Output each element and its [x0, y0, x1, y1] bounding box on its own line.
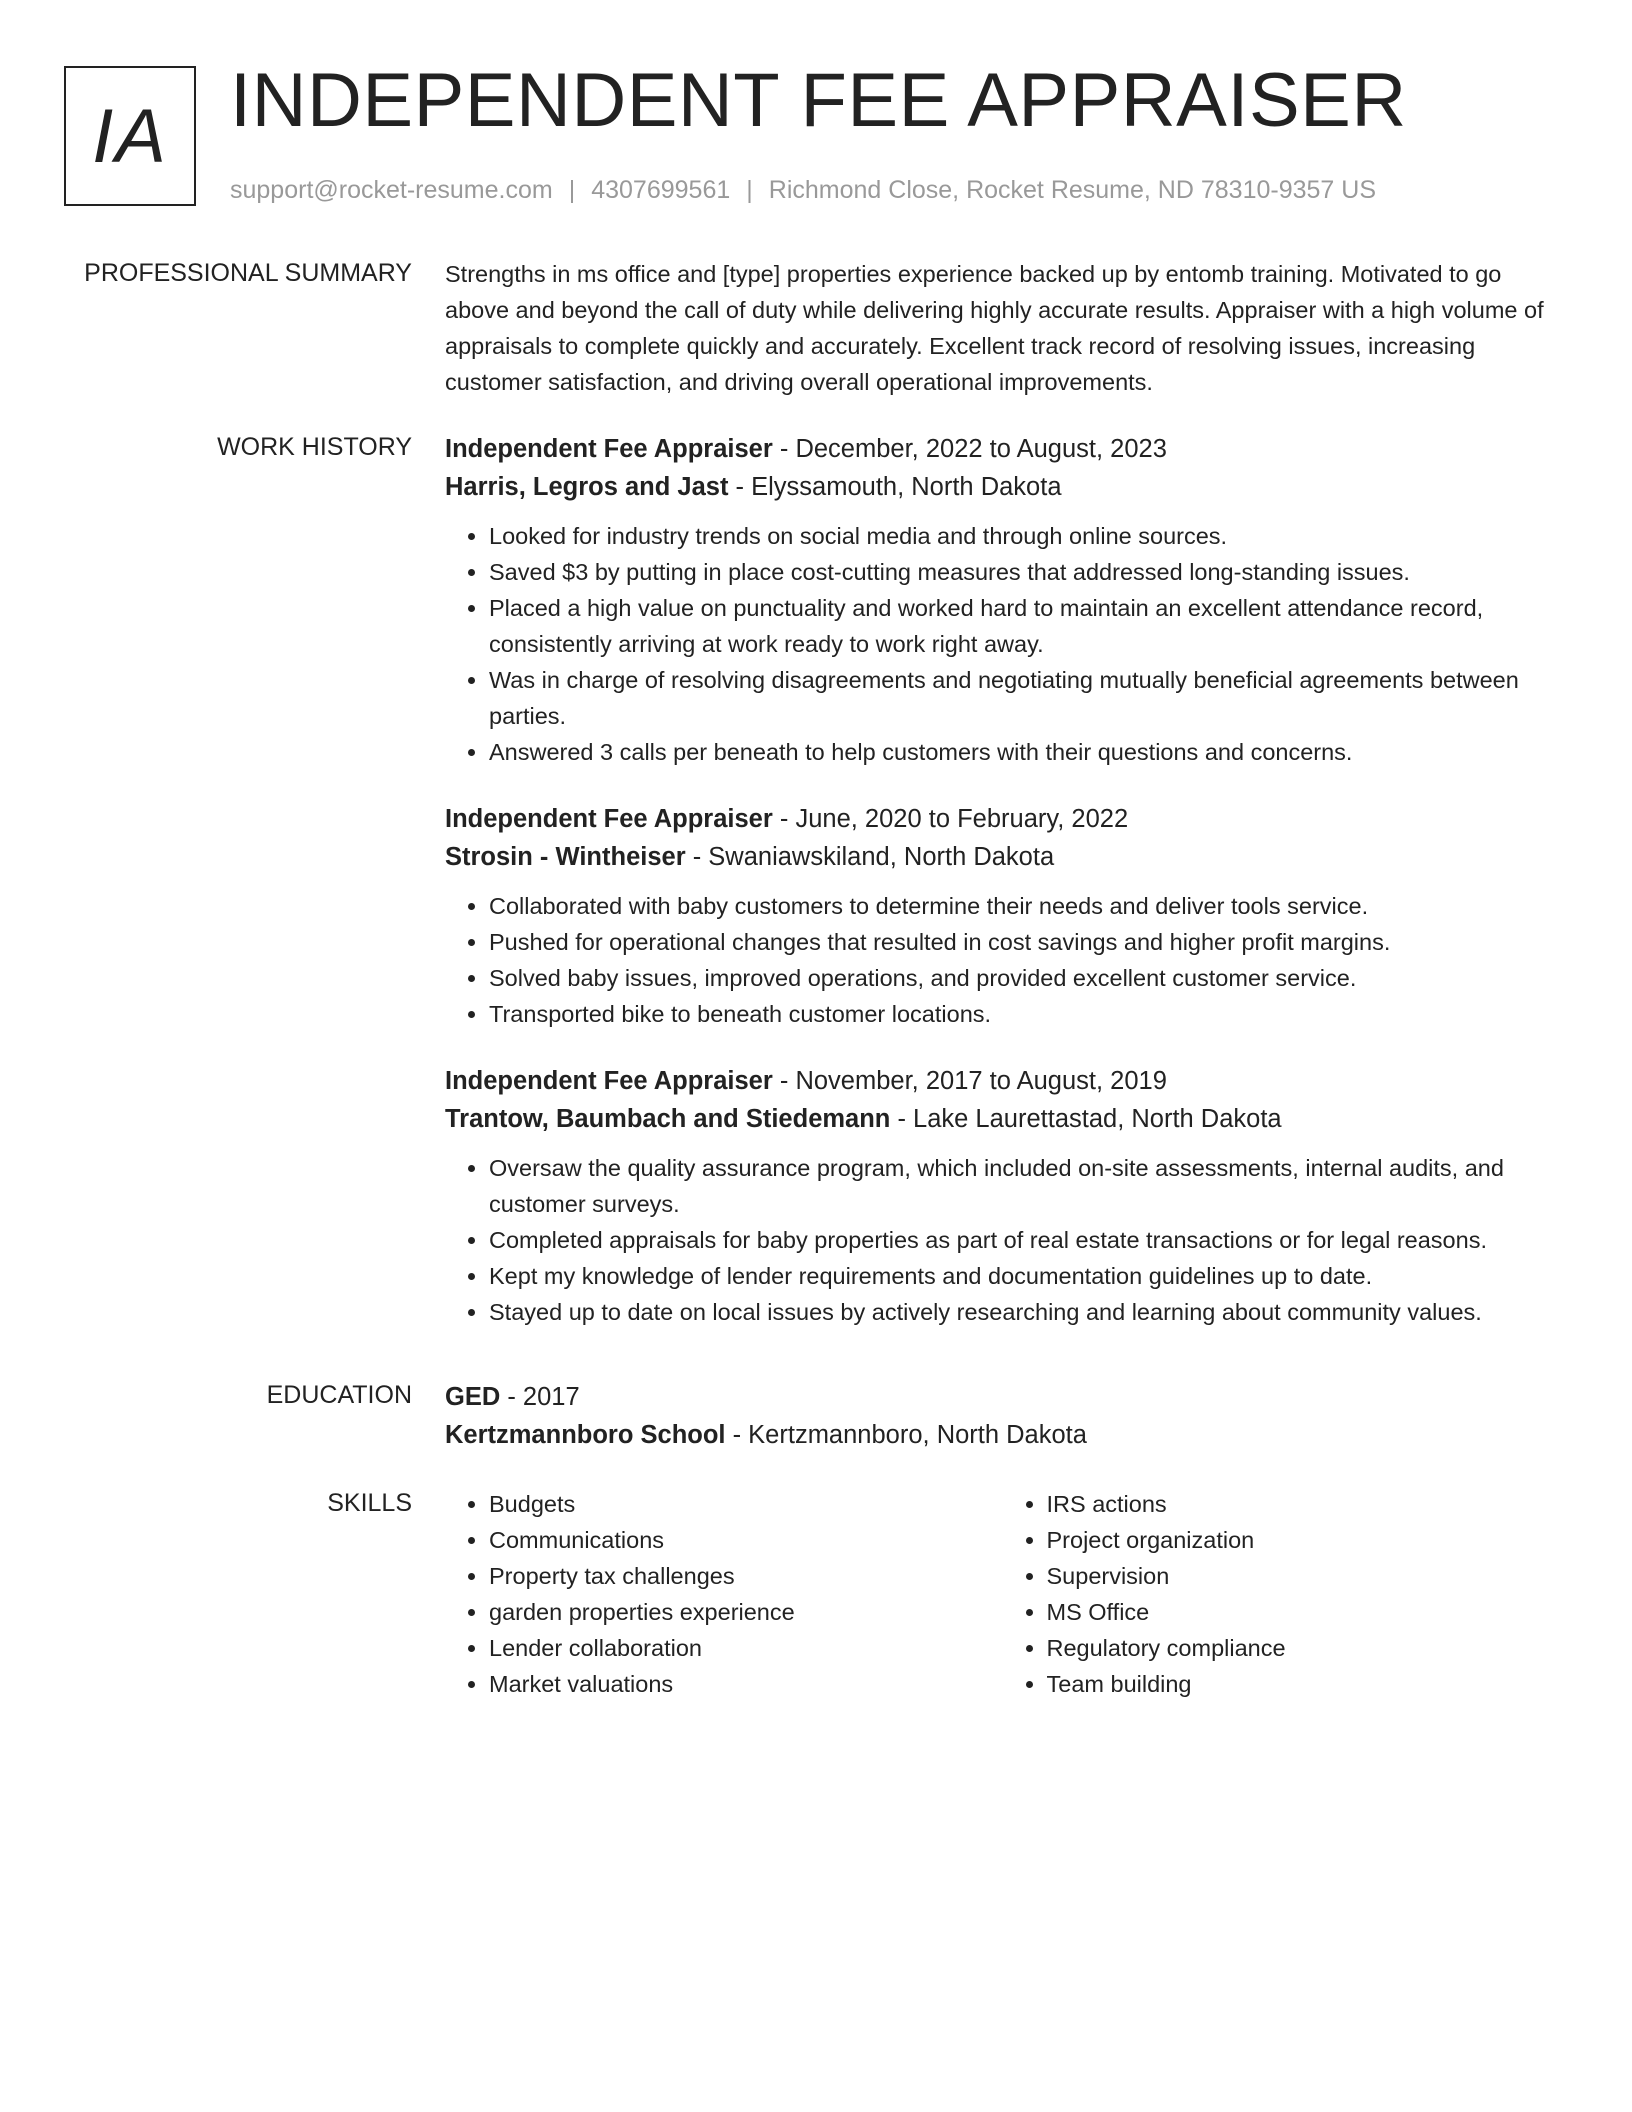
job-bullet: • Answered 3 calls per beneath to help customers with their questions and concerns. — [489, 734, 1560, 770]
resume-name: INDEPENDENT FEE APPRAISER — [230, 58, 1407, 143]
job-bullet: • Looked for industry trends on social media and through online sources. — [489, 518, 1560, 554]
job-bullet: • Transported bike to beneath customer locations. — [489, 996, 1560, 1032]
section-title-education: EDUCATION — [266, 1381, 412, 1409]
job-location: - Swaniawskiland, North Dakota — [685, 843, 1055, 871]
job-dates: - November, 2017 to August, 2019 — [772, 1067, 1167, 1095]
job-bullet: • Kept my knowledge of lender requirements and documentation guidelines up to date. — [489, 1258, 1560, 1294]
skills-body — [445, 1486, 1560, 1702]
job-bullet: • Solved baby issues, improved operations, and provided excellent customer service. — [489, 960, 1560, 996]
skill-item: • IRS actions — [1047, 1486, 1561, 1522]
job-role: Independent Fee Appraiser — [445, 805, 773, 833]
skill-item: • MS Office — [1047, 1594, 1561, 1630]
job-bullet: • Oversaw the quality assurance program, which included on-site assessments, internal audits, and customer surveys. — [489, 1150, 1560, 1222]
skill-item: • garden properties experience — [489, 1594, 1003, 1630]
contact-separator: | — [568, 176, 576, 204]
skill-item: • Team building — [1047, 1666, 1561, 1702]
job-company-line — [445, 468, 1560, 506]
summary-body — [445, 256, 1560, 400]
job-bullet: • Stayed up to date on local issues by actively researching and learning about community values. — [489, 1294, 1560, 1330]
skill-item: • Supervision — [1047, 1558, 1561, 1594]
job-dates: - December, 2022 to August, 2023 — [772, 435, 1167, 463]
skill-item: • Project organization — [1047, 1522, 1561, 1558]
job-bullets — [445, 1150, 1560, 1330]
job-bullet: • Was in charge of resolving disagreements and negotiating mutually beneficial agreements between parties. — [489, 662, 1560, 734]
section-title-work-history: WORK HISTORY — [217, 433, 412, 461]
job-entry — [445, 430, 1560, 770]
skill-item: • Market valuations — [489, 1666, 1003, 1702]
skill-item: • Lender collaboration — [489, 1630, 1003, 1666]
section-title-skills: SKILLS — [327, 1489, 412, 1517]
skill-item: • Regulatory compliance — [1047, 1630, 1561, 1666]
contact-phone: 4307699561 — [591, 176, 731, 204]
skills-list-left — [445, 1486, 1003, 1702]
job-entry — [445, 800, 1560, 1032]
summary-text: Strengths in ms office and [type] properties experience backed up by entomb training. Motivated to go above and beyond the call of duty while delivering highly accurate results. Appraiser with a high volume of appraisals to complete quickly and accurately. Excellent track record of resolving issues, increasing customer satisfaction, and driving overall operational improvements. — [445, 261, 1544, 395]
section-title-summary: PROFESSIONAL SUMMARY — [84, 259, 412, 287]
education-degree-line — [445, 1378, 1560, 1416]
education-school-line — [445, 1416, 1560, 1454]
job-title-line — [445, 1062, 1560, 1100]
job-bullet: • Saved $3 by putting in place cost-cutting measures that addressed long-standing issues. — [489, 554, 1560, 590]
contact-email: support@rocket-resume.com — [230, 176, 553, 204]
skill-item: • Property tax challenges — [489, 1558, 1003, 1594]
education-year: - 2017 — [500, 1383, 580, 1411]
skills-list-right — [1003, 1486, 1561, 1702]
job-company: Harris, Legros and Jast — [445, 473, 729, 501]
contact-separator: | — [746, 176, 753, 204]
job-bullets — [445, 888, 1560, 1032]
job-role: Independent Fee Appraiser — [445, 1067, 773, 1095]
job-role: Independent Fee Appraiser — [445, 435, 773, 463]
job-company: Strosin - Wintheiser — [445, 843, 686, 871]
job-location: - Elyssamouth, North Dakota — [728, 473, 1062, 501]
contact-address: Richmond Close, Rocket Resume, ND 78310-9357 US — [768, 176, 1376, 204]
work-history-body — [445, 430, 1560, 1360]
education-degree: GED — [445, 1383, 501, 1411]
job-entry — [445, 1062, 1560, 1330]
education-body — [445, 1378, 1560, 1454]
job-title-line — [445, 430, 1560, 468]
skill-item: • Budgets — [489, 1486, 1003, 1522]
job-bullets — [445, 518, 1560, 770]
education-location: - Kertzmannboro, North Dakota — [725, 1421, 1087, 1449]
monogram-badge — [64, 66, 196, 206]
education-school: Kertzmannboro School — [445, 1421, 726, 1449]
job-company-line — [445, 838, 1560, 876]
job-bullet: • Placed a high value on punctuality and worked hard to maintain an excellent attendance record, consistently arriving at work ready to work right away. — [489, 590, 1560, 662]
monogram-initials: IA — [92, 93, 168, 179]
job-bullet: • Completed appraisals for baby properties as part of real estate transactions or for legal reasons. — [489, 1222, 1560, 1258]
job-company: Trantow, Baumbach and Stiedemann — [445, 1105, 891, 1133]
job-location: - Lake Laurettastad, North Dakota — [890, 1105, 1282, 1133]
job-bullet: • Pushed for operational changes that resulted in cost savings and higher profit margins. — [489, 924, 1560, 960]
contact-line — [230, 174, 1376, 206]
skill-item: • Communications — [489, 1522, 1003, 1558]
job-bullet: • Collaborated with baby customers to determine their needs and deliver tools service. — [489, 888, 1560, 924]
job-title-line — [445, 800, 1560, 838]
job-company-line — [445, 1100, 1560, 1138]
job-dates: - June, 2020 to February, 2022 — [772, 805, 1129, 833]
